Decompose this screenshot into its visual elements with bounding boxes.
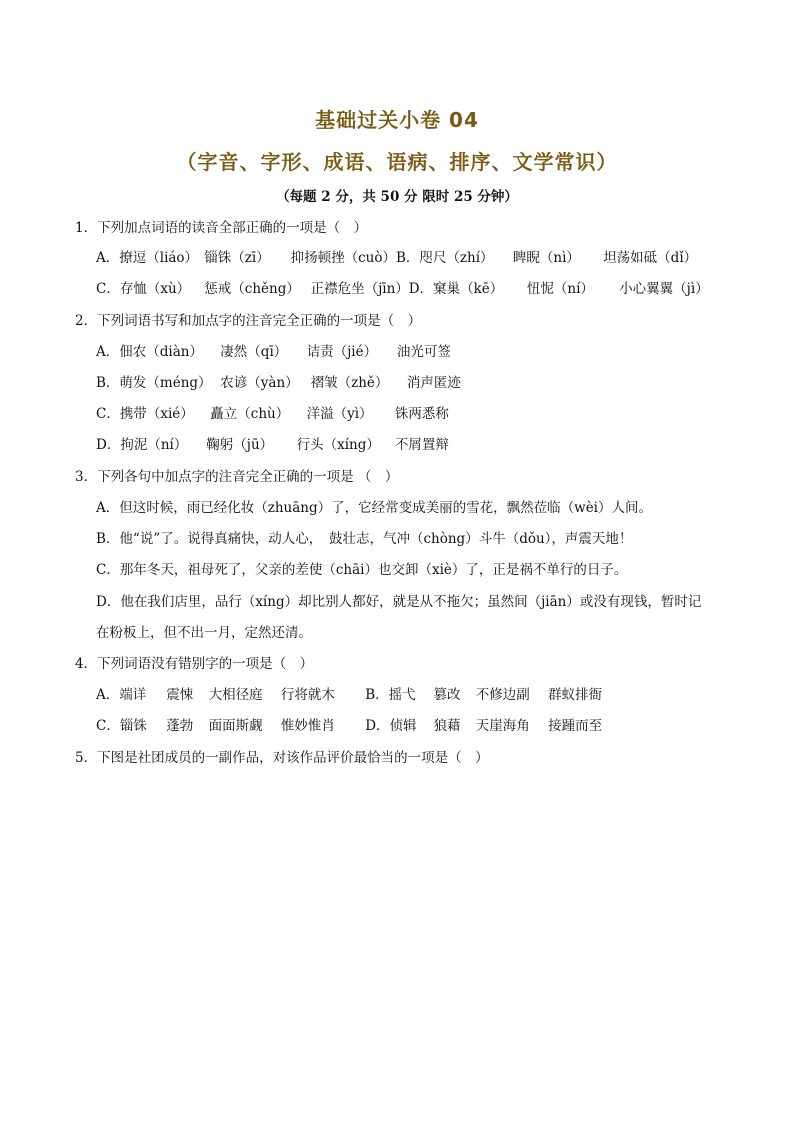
question-2-option-d	[96, 436, 449, 454]
option-text: 篡改	[433, 687, 461, 703]
question-4-stem: 4．下列词语没有错别字的一项是（ ）	[75, 656, 314, 672]
question-3-option-c: C．那年冬天，祖母死了，父亲的差使（chāi）也交卸（xiè）了，正是祸不单行的日子。	[96, 562, 628, 578]
option-text: A．佃农（diàn）	[96, 344, 203, 360]
option-text: 忸怩（ní）	[526, 281, 594, 297]
question-4-options-ab	[96, 686, 602, 704]
option-text: 天崖海角	[475, 718, 530, 734]
option-text: 矗立（chù）	[210, 406, 290, 422]
option-text: 小心翼翼（jì）	[619, 281, 709, 297]
option-text: B．萌发（méng）	[96, 375, 212, 391]
question-2-stem: 2．下列词语书写和加点字的注音完全正确的一项是（ ）	[75, 313, 422, 329]
option-text: 接踵而至	[548, 718, 603, 734]
question-3-option-b: B．他“说”了。说得真痛快，动人心， 鼓壮志，气冲（chòng）斗牛（dǒu），声震天地！	[96, 531, 633, 547]
option-text: 诘责（jié）	[306, 344, 378, 360]
option-text: 蓬勃	[166, 718, 194, 734]
option-text: D．侦辑	[365, 718, 417, 734]
option-text: 睥睨（nì）	[512, 250, 580, 266]
option-text: 消声匿迹	[406, 375, 461, 391]
option-text: 惟妙惟肖	[280, 718, 335, 734]
option-text: 坦荡如砥（dǐ）	[603, 250, 698, 266]
option-text: C．锱铢	[96, 718, 147, 734]
option-text: 鞠躬（jū）	[206, 437, 274, 453]
option-text: 狼藉	[433, 718, 461, 734]
option-text: A．端详	[96, 687, 147, 703]
question-1-options-ab	[96, 249, 697, 267]
option-text: 大相径庭	[208, 687, 263, 703]
option-text: 不屑置辩	[394, 437, 449, 453]
option-text: C．携带（xié）	[96, 406, 194, 422]
option-text: B．摇弋	[365, 687, 416, 703]
question-1-options-cd	[96, 280, 709, 298]
score-note: （每题 2 分，共 50 分 限时 25 分钟）	[276, 189, 518, 205]
question-3-option-a: A．但这时候，雨已经化妆（zhuāng）了，它经常变成美丽的雪花，飘然莅临（wèi）人间。	[96, 500, 652, 516]
option-text: 惩戒（chěng）	[204, 281, 300, 297]
option-text: 行头（xíng）	[296, 437, 380, 453]
option-text: 锱铢（zī）	[204, 250, 270, 266]
option-text: 凄然（qī）	[220, 344, 288, 360]
question-1-stem: 1．下列加点词语的读音全部正确的一项是（ ）	[75, 220, 368, 236]
option-text: C．存恤（xù）	[96, 281, 191, 297]
option-text: 农谚（yàn）	[220, 375, 299, 391]
question-3-option-d-continued: 在粉板上，但不出一月，定然还清。	[96, 625, 312, 641]
option-text: A．撩逗（liáo）	[96, 250, 199, 266]
option-text: 行将就木	[280, 687, 335, 703]
option-text: 洋溢（yì）	[306, 406, 373, 422]
option-text: 不修边副	[475, 687, 530, 703]
option-text: 铢两悉称	[394, 406, 449, 422]
option-text: 正襟危坐（jīn）D．窠巢（kē）	[310, 281, 504, 297]
question-4-options-cd	[96, 717, 602, 735]
question-5-stem: 5．下图是社团成员的一副作品，对该作品评价最恰当的一项是（ ）	[75, 750, 489, 766]
question-2-option-b	[96, 374, 461, 392]
option-text: 褶皱（zhě）	[310, 375, 389, 391]
question-3-option-d: D．他在我们店里，品行（xíng）却比别人都好，就是从不拖欠；虽然间（jiān）或没有现钱，暂时记	[96, 594, 702, 610]
option-text: 群蚁排衙	[548, 687, 603, 703]
question-2-option-a	[96, 343, 451, 361]
option-text: 抑扬顿挫（cuò）B．咫尺（zhí）	[290, 250, 494, 266]
option-text: 油光可签	[396, 344, 451, 360]
question-3-stem: 3．下列各句中加点字的注音完全正确的一项是 （ ）	[75, 469, 399, 485]
option-text: 面面斯觑	[208, 718, 263, 734]
option-text: D．拘泥（ní）	[96, 437, 188, 453]
page-subtitle: （字音、字形、成语、语病、排序、文学常识）	[176, 150, 618, 174]
option-text: 震悚	[166, 687, 194, 703]
question-2-option-c	[96, 405, 449, 423]
page-title: 基础过关小卷 04	[315, 108, 479, 132]
